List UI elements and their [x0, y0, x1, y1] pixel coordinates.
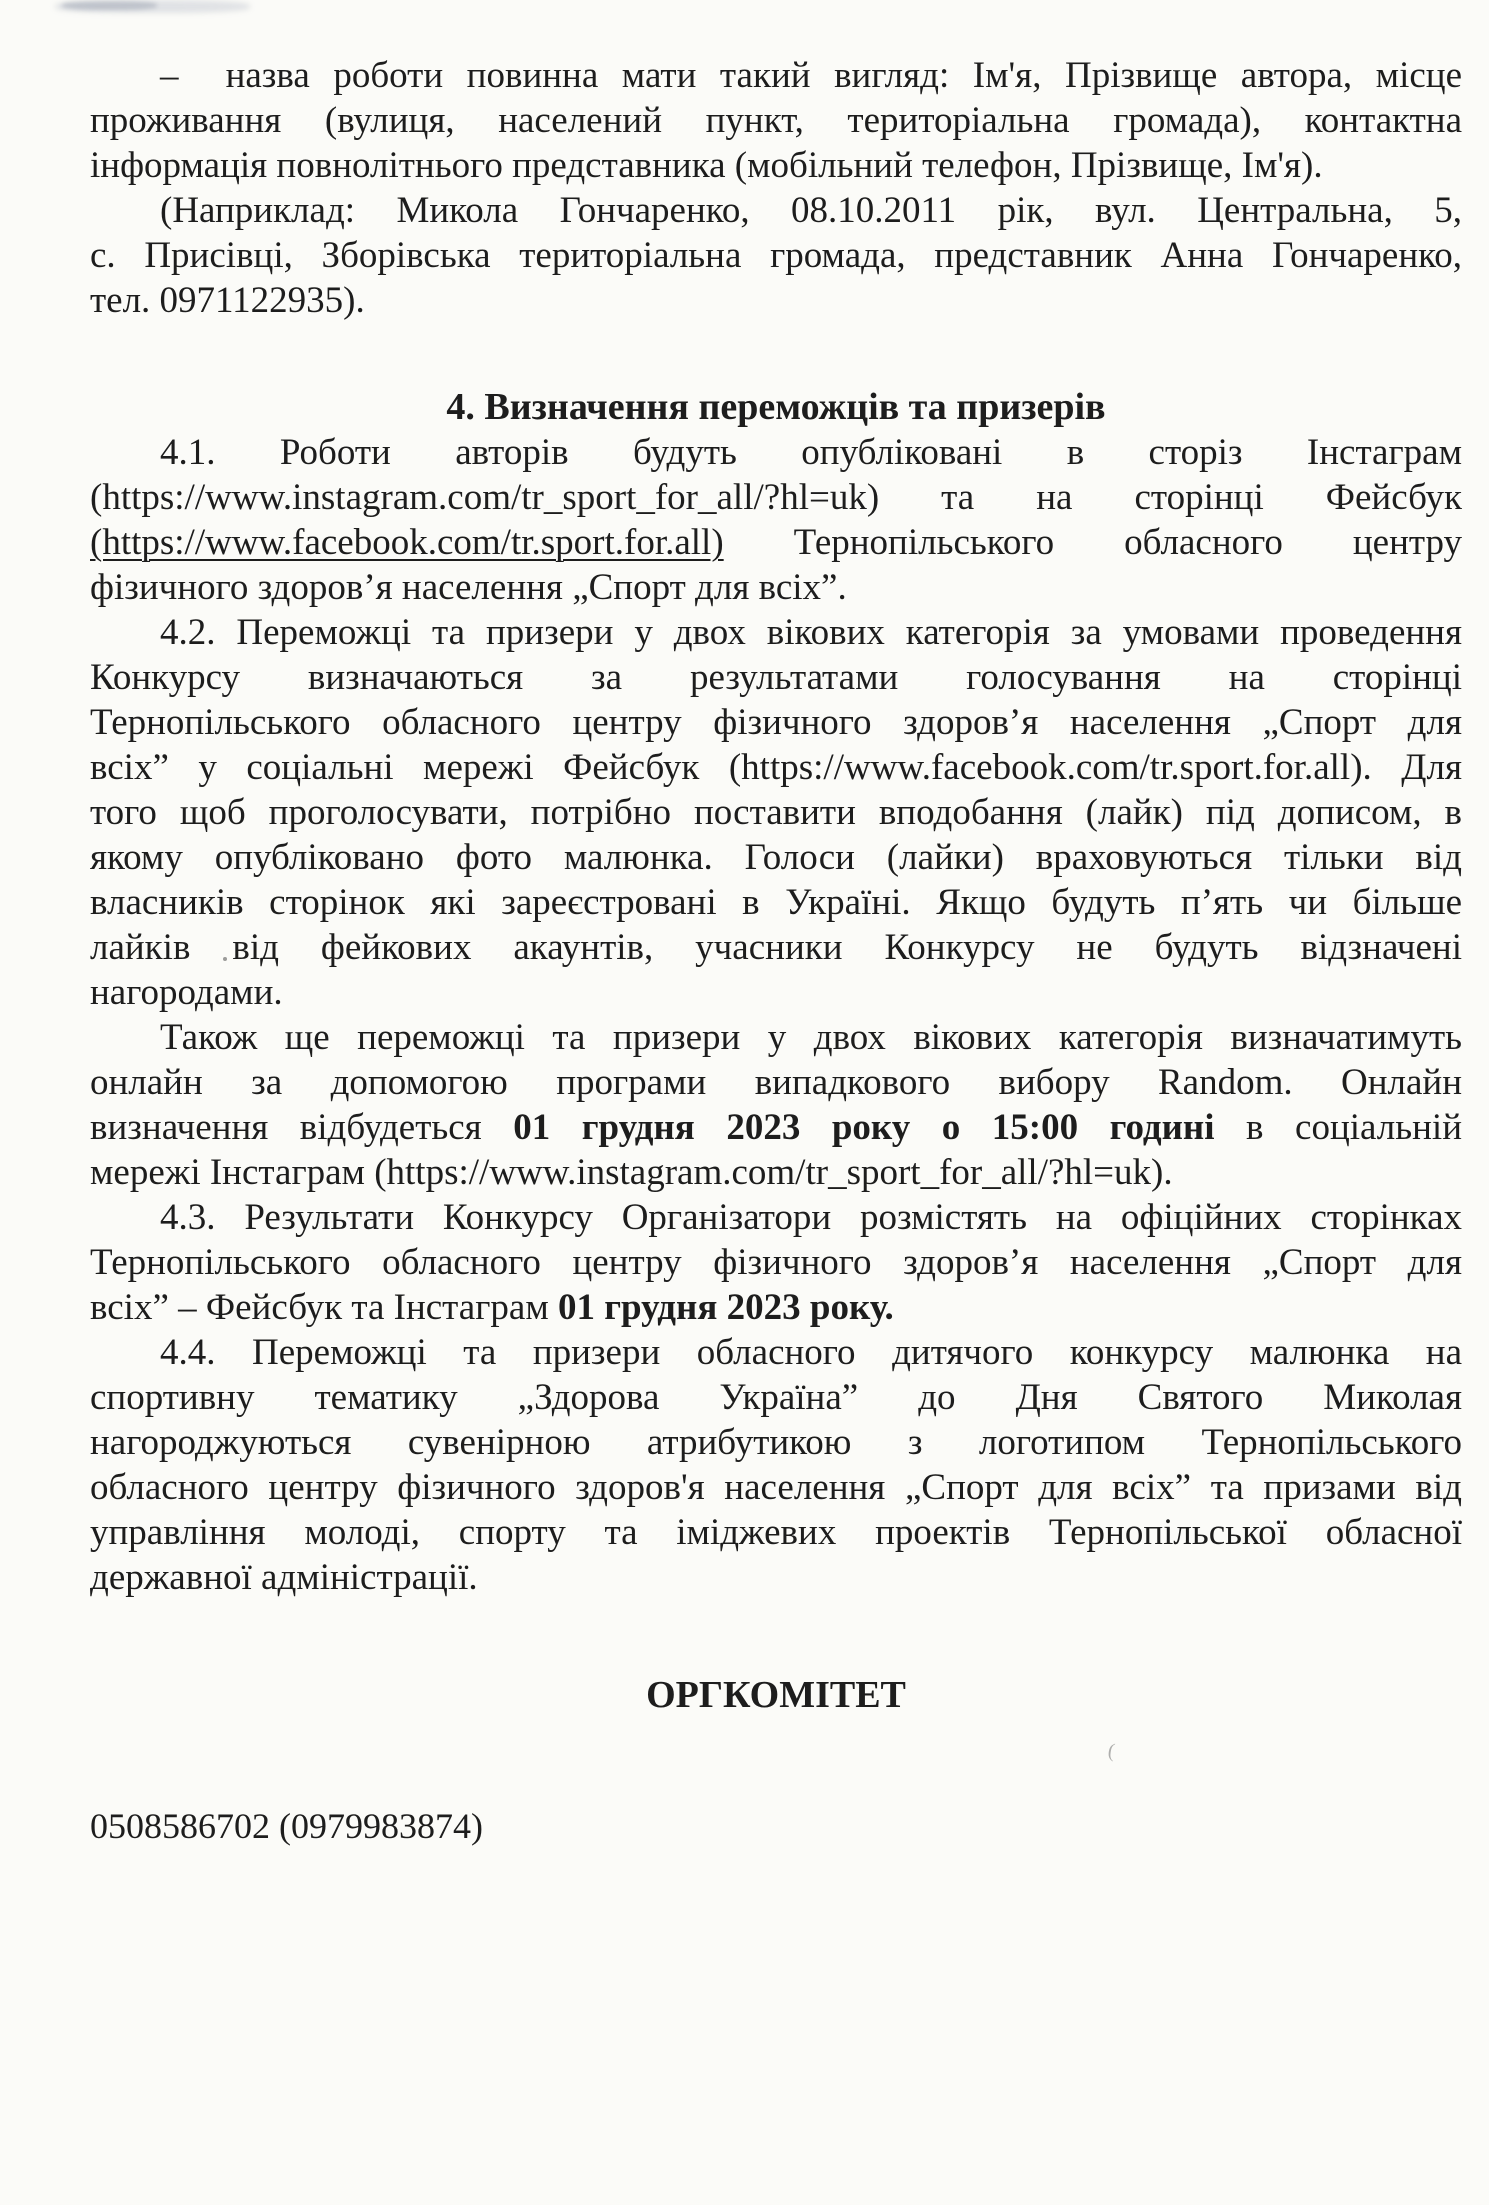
paragraph-random-line-3-post: в соціальній [1214, 1107, 1462, 1148]
paragraph-4-3-line-3 [90, 1285, 1462, 1330]
organizing-committee-label: ОРГКОМІТЕТ [646, 1674, 906, 1716]
paragraph-4-2-line-4: всіх” у соціальні мережі Фейсбук (https://www.facebook.com/tr.sport.for.all). Для [90, 747, 1462, 788]
section-4-heading: 4. Визначення переможців та призерів [446, 386, 1106, 428]
paragraph-4-2-line-8: лайків від фейкових акаунтів, учасники Конкурсу не будуть відзначені [90, 927, 1462, 968]
paragraph-title-format-line-3: інформація повнолітнього представника (мобільний телефон, Прізвище, Ім'я). [90, 145, 1323, 186]
paragraph-4-4-line-3: нагороджуються сувенірною атрибутикою з логотипом Тернопільського [90, 1422, 1462, 1463]
paragraph-random-line-2: онлайн за допомогою програми випадкового вибору Random. Онлайн [90, 1062, 1462, 1103]
scan-smudge-artifact-dark [62, 1, 157, 10]
paragraph-4-1-line-1: 4.1. Роботи авторів будуть опубліковані в сторіз Інстаграм [160, 432, 1462, 473]
paragraph-example-line-2: с. Присівці, Зборівська територіальна громада, представник Анна Гончаренко, [90, 235, 1462, 276]
paragraph-4-1-line-3 [90, 520, 1462, 565]
contact-phone-numbers: 0508586702 (0979983874) [90, 1806, 483, 1846]
paragraph-4-1-line-3-rest: Тернопільського обласного центру [723, 522, 1462, 563]
paragraph-4-1-line-4: фізичного здоров’я населення „Спорт для всіх”. [90, 567, 847, 608]
scan-paren-artifact: ( [1106, 1739, 1117, 1763]
paragraph-4-1-line-2: (https://www.instagram.com/tr_sport_for_all/?hl=uk) та на сторінці Фейсбук [90, 477, 1462, 518]
results-date-bold: 01 грудня 2023 року. [558, 1287, 894, 1328]
paragraph-random-line-3 [90, 1105, 1462, 1150]
paragraph-4-3-line-3-pre: всіх” – Фейсбук та Інстаграм [90, 1287, 558, 1328]
paragraph-random-draw [90, 1015, 1462, 1195]
paragraph-title-format-line-1: – назва роботи повинна мати такий вигляд: Ім'я, Прізвище автора, місце [160, 55, 1462, 96]
paragraph-random-line-1: Також ще переможці та призери у двох вікових категорія визначатимуть [160, 1017, 1462, 1058]
paragraph-4-3-line-1: 4.3. Результати Конкурсу Організатори розмістять на офіційних сторінках [160, 1197, 1462, 1238]
document-content [90, 53, 1462, 1849]
paragraph-4-3 [90, 1195, 1462, 1330]
paragraph-title-format-line-2: проживання (вулиця, населений пункт, територіальна громада), контактна [90, 100, 1462, 141]
paragraph-4-2 [90, 610, 1462, 1015]
facebook-url-underlined: (https://www.facebook.com/tr.sport.for.all) [90, 522, 724, 563]
paragraph-title-format [90, 53, 1462, 188]
paragraph-4-4-line-1: 4.4. Переможці та призери обласного дитячого конкурсу малюнка на [160, 1332, 1462, 1373]
paragraph-4-2-line-1: 4.2. Переможці та призери у двох вікових категорія за умовами проведення [160, 612, 1462, 653]
paragraph-4-2-line-5: того щоб проголосувати, потрібно поставити вподобання (лайк) під дописом, в [90, 792, 1462, 833]
paragraph-4-4-line-2: спортивну тематику „Здорова Україна” до Дня Святого Миколая [90, 1377, 1462, 1418]
paragraph-example-line-1: (Наприклад: Микола Гончаренко, 08.10.2011 рік, вул. Центральна, 5, [160, 190, 1462, 231]
paragraph-4-3-line-2: Тернопільського обласного центру фізичного здоров’я населення „Спорт для [90, 1242, 1462, 1283]
paragraph-4-4-line-4: обласного центру фізичного здоров'я населення „Спорт для всіх” та призами від [90, 1467, 1462, 1508]
paragraph-4-2-line-9: нагородами. [90, 972, 283, 1013]
paragraph-example [90, 188, 1462, 323]
paragraph-4-2-line-2: Конкурсу визначаються за результатами голосування на сторінці [90, 657, 1462, 698]
paragraph-4-4-line-5: управління молоді, спорту та іміджевих проектів Тернопільської обласної [90, 1512, 1462, 1553]
paragraph-random-line-3-pre: визначення відбудеться [90, 1107, 514, 1148]
paragraph-4-2-line-6: якому опубліковано фото малюнка. Голоси (лайки) враховуються тільки від [90, 837, 1462, 878]
paragraph-4-2-line-3: Тернопільського обласного центру фізичного здоров’я населення „Спорт для [90, 702, 1462, 743]
paragraph-4-4-line-6: державної адміністрації. [90, 1557, 478, 1598]
paragraph-4-1 [90, 430, 1462, 610]
paragraph-example-line-3: тел. 0971122935). [90, 280, 365, 321]
paragraph-random-line-4: мережі Інстаграм (https://www.instagram.com/tr_sport_for_all/?hl=uk). [90, 1152, 1173, 1193]
paragraph-4-2-line-7: власників сторінок які зареєстровані в Україні. Якщо будуть п’ять чи більше [90, 882, 1462, 923]
draw-datetime-bold: 01 грудня 2023 року о 15:00 годині [513, 1107, 1215, 1148]
paragraph-4-4 [90, 1330, 1462, 1600]
